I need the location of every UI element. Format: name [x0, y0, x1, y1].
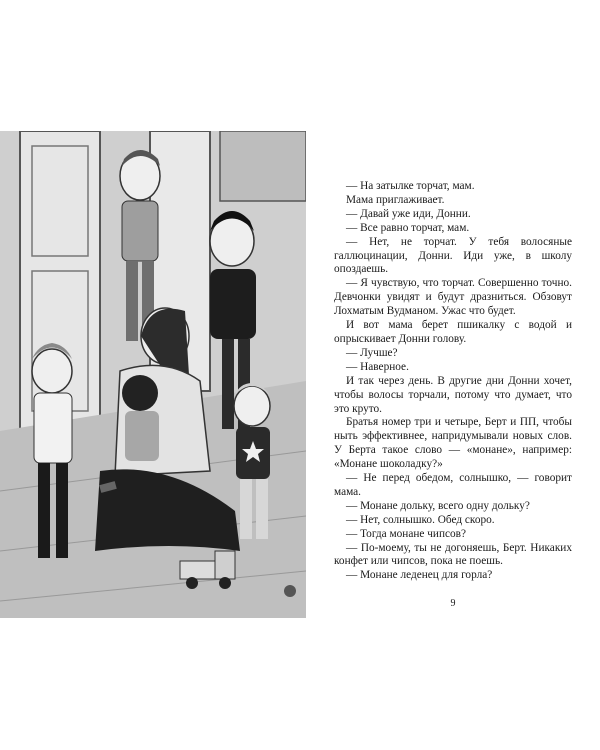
illustration	[0, 131, 306, 618]
paragraph: — На затылке торчат, мам.	[346, 180, 475, 192]
paragraph: — Нет, солнышко. Обед скоро.	[346, 513, 495, 526]
paragraph: — Не перед обедом, солнышко, — говорит мама.	[334, 472, 572, 498]
page-number: 9	[450, 598, 456, 609]
paragraph: — Тогда монане чипсов?	[346, 527, 467, 540]
paragraph: — По-моему, ты не догоняешь, Берт. Никаких конфет или чипсов, пока не поешь.	[334, 541, 572, 568]
paragraph: И так через день. В другие дни Донни хочет, чтобы волосы торчали, потому что думает, что это круто.	[334, 374, 572, 415]
paragraph: — Монане дольку, всего одну дольку?	[346, 499, 530, 512]
paragraph: — Я чувствую, что торчат. Совершенно точно. Девчонки увидят и будут дразниться. Обзовут Лохматым Вудманом. Ужас что будет.	[334, 277, 572, 318]
paragraph: — Монане леденец для горла?	[346, 569, 493, 582]
paragraph: — Нет, не торчат. У тебя волосяные галлюцинации, Донни. Иди уже, в школу опоздаешь.	[334, 235, 572, 276]
text-column	[334, 180, 572, 583]
paragraph: — Лучше?	[346, 346, 398, 359]
paragraph: Мама приглаживает.	[346, 193, 445, 206]
paragraph: — Все равно торчат, мам.	[346, 221, 470, 234]
paragraph: — Наверное.	[346, 360, 409, 373]
paragraph: — Давай уже иди, Донни.	[346, 207, 471, 220]
illustration-drawing	[0, 131, 306, 618]
paragraph: Братья номер три и четыре, Берт и ПП, чтобы ныть эффективнее, напридумывали новых слов. У Берта такое слово — «монане», например: «Монане шоколадку?»	[334, 416, 572, 471]
paragraph: И вот мама берет пшикалку с водой и опрыскивает Донни голову.	[334, 319, 572, 345]
